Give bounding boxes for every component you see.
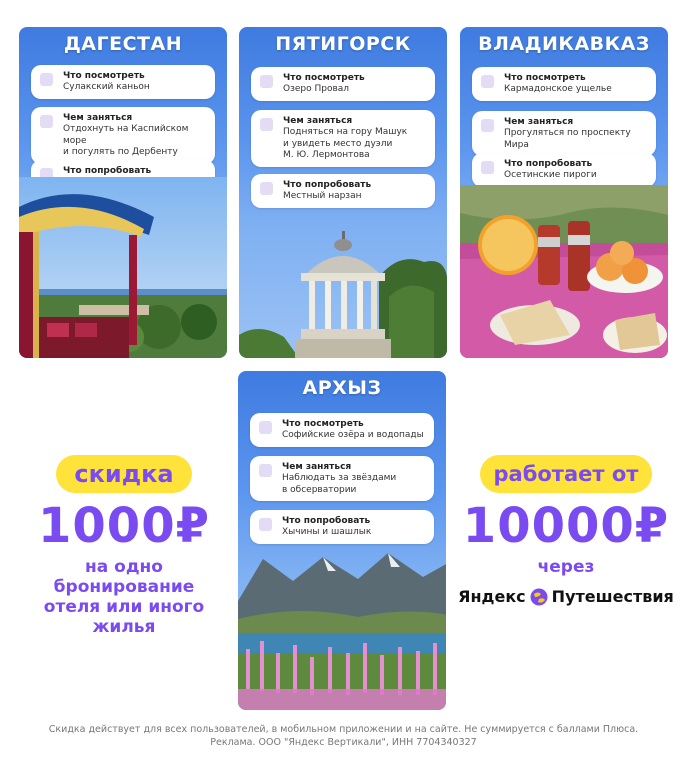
- checkbox-icon: [40, 73, 53, 86]
- checklist-item-see: [250, 413, 434, 447]
- item-text: Местный нарзан: [283, 191, 362, 201]
- checklist-item-try: [250, 510, 434, 544]
- discount-amount: 1000₽: [38, 498, 210, 554]
- checklist-item-see: [472, 67, 656, 101]
- item-text: Отдохнуть на Каспийском море: [63, 124, 189, 146]
- globe-icon: [530, 588, 548, 606]
- item-text: Осетинские пироги: [504, 170, 597, 180]
- picnic-food-illustration: [460, 185, 668, 358]
- item-text: и погулять по Дербенту: [63, 147, 178, 157]
- item-text: М. Ю. Лермонтова: [283, 150, 370, 160]
- item-text: Подняться на гору Машук: [283, 127, 408, 137]
- card-dagestan: [19, 27, 227, 358]
- checklist-item-see: [251, 67, 435, 101]
- minimum-pill: работает от: [480, 455, 653, 493]
- item-heading: Что посмотреть: [63, 71, 145, 81]
- card-title: ВЛАДИКАВКАЗ: [478, 33, 650, 55]
- item-text: Прогуляться по проспекту Мира: [504, 128, 631, 150]
- disclaimer-line: Скидка действует для всех пользователей, в мобильном приложении и на сайте. Не суммируется с баллами Плюса.: [48, 724, 639, 735]
- item-text: Софийские озёра и водопады: [282, 430, 424, 440]
- item-text: Сулакский каньон: [63, 82, 150, 92]
- item-text: Кармадонское ущелье: [504, 84, 612, 94]
- item-heading: Что посмотреть: [504, 73, 586, 83]
- checkbox-icon: [260, 75, 273, 88]
- card-title: ДАГЕСТАН: [63, 33, 183, 55]
- discount-line: на одно: [85, 557, 163, 577]
- item-heading: Что попробовать: [504, 159, 593, 169]
- item-text: Наблюдать за звёздами: [282, 473, 397, 483]
- card-arkhyz: [238, 371, 446, 710]
- item-text: Хычины и шашлык: [282, 527, 372, 537]
- card-vladikavkaz: [460, 27, 668, 358]
- discount-pill: скидка: [56, 455, 191, 493]
- item-heading: Чем заняться: [504, 117, 574, 127]
- item-heading: Чем заняться: [283, 116, 353, 126]
- yandex-travel-logo: [456, 587, 676, 606]
- discount-line: бронирование: [53, 577, 195, 597]
- item-text: в обсерватории: [282, 484, 357, 495]
- item-heading: Что попробовать: [282, 516, 371, 526]
- item-heading: Что посмотреть: [282, 419, 364, 429]
- item-heading: Что попробовать: [63, 166, 152, 176]
- gazebo-sea-illustration: [19, 177, 227, 358]
- checklist-item-do: [250, 456, 434, 501]
- item-text: и увидеть место дуэли: [283, 138, 393, 149]
- aeolian-harp-gazebo-illustration: [239, 217, 447, 358]
- brand-travel: Путешествия: [551, 587, 674, 606]
- brand-yandex: Яндекс: [458, 587, 526, 606]
- discount-line: жилья: [92, 617, 156, 637]
- item-heading: Что попробовать: [283, 180, 372, 190]
- checkbox-icon: [259, 464, 272, 477]
- checkbox-icon: [481, 119, 494, 132]
- item-heading: Что посмотреть: [283, 73, 365, 83]
- minimum-order-promo: [456, 455, 676, 606]
- checklist-item-try: [251, 174, 435, 208]
- card-title: ПЯТИГОРСК: [275, 33, 411, 55]
- checklist-item-see: [31, 65, 215, 99]
- through-label: через: [537, 557, 595, 577]
- checkbox-icon: [40, 115, 53, 128]
- item-text: Озеро Провал: [283, 84, 350, 94]
- minimum-amount: 10000₽: [462, 498, 670, 554]
- footer-disclaimer: [0, 723, 687, 749]
- checklist-item-do: [31, 107, 215, 164]
- checkbox-icon: [260, 118, 273, 131]
- checklist-item-do: [251, 110, 435, 167]
- mountain-lake-flowers-illustration: [238, 549, 446, 710]
- checkbox-icon: [481, 75, 494, 88]
- card-title: АРХЫЗ: [302, 377, 382, 399]
- checklist-item-do: [472, 111, 656, 156]
- card-pyatigorsk: [239, 27, 447, 358]
- checkbox-icon: [259, 518, 272, 531]
- item-heading: Чем заняться: [282, 462, 352, 472]
- discount-line: отеля или иного: [43, 597, 205, 617]
- checklist-item-try: [472, 153, 656, 187]
- checkbox-icon: [259, 421, 272, 434]
- item-heading: Чем заняться: [63, 113, 133, 123]
- checkbox-icon: [260, 182, 273, 195]
- discount-promo: [20, 455, 228, 637]
- legal-line: Реклама. ООО "Яндекс Вертикали", ИНН 7704340327: [210, 737, 477, 748]
- checkbox-icon: [481, 161, 494, 174]
